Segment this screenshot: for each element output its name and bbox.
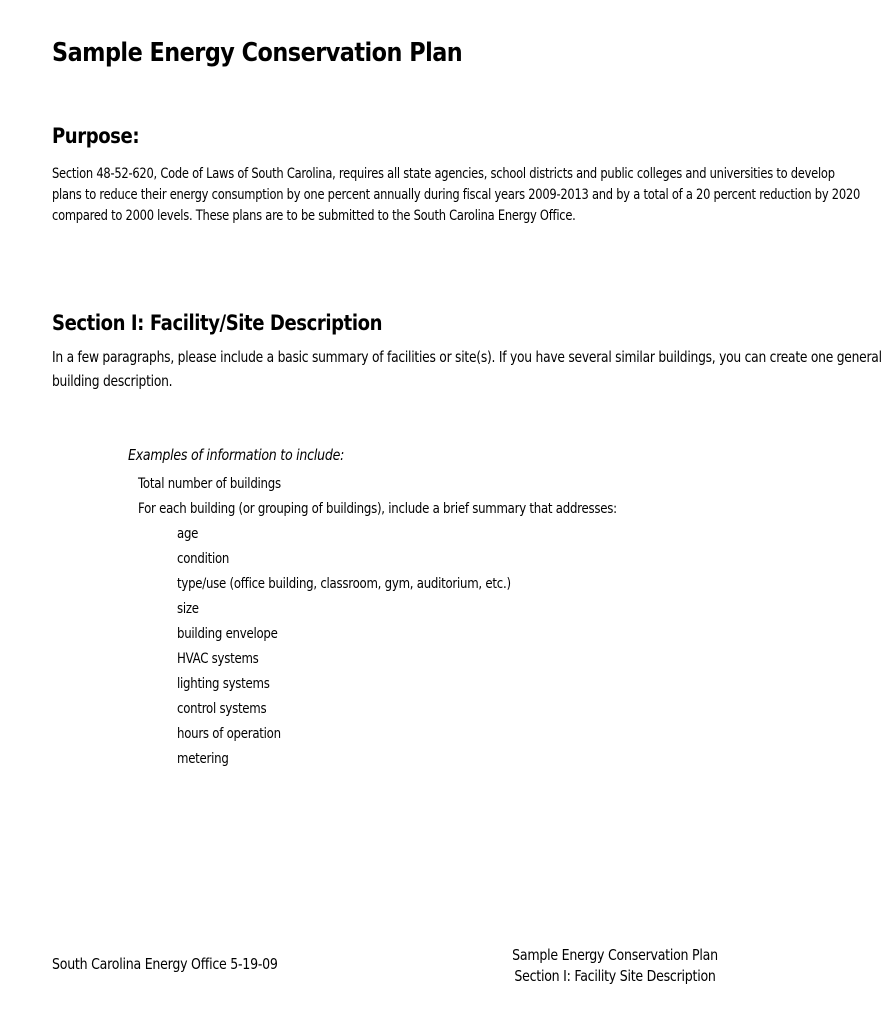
summary-topics-list [177, 522, 511, 772]
section-line: building description. [52, 372, 173, 390]
list-item: control systems [177, 701, 267, 717]
list-item: hours of operation [177, 726, 281, 742]
list-item: type/use (office building, classroom, gym, auditorium, etc.) [177, 576, 511, 592]
examples-list [138, 472, 617, 522]
purpose-line: Section 48-52-620, Code of Laws of South Carolina, requires all state agencies, school districts and public colleges and universities to develop [52, 166, 835, 182]
list-item: HVAC systems [177, 651, 259, 667]
footer-right-line: Sample Energy Conservation Plan [512, 946, 718, 964]
list-item: age [177, 526, 199, 542]
list-item: size [177, 601, 199, 617]
purpose-heading: Purpose: [52, 124, 140, 148]
purpose-line: compared to 2000 levels. These plans are to be submitted to the South Carolina Energy Office. [52, 208, 576, 224]
section-heading: Section I: Facility/Site Description [52, 311, 383, 335]
purpose-line: plans to reduce their energy consumption by one percent annually during fiscal years 2009-2013 and by a total of a 20 percent reduction by 2020 [52, 187, 861, 203]
list-item: Total number of buildings [138, 476, 281, 492]
list-item: For each building (or grouping of buildings), include a brief summary that addresses: [138, 501, 617, 517]
list-item: condition [177, 551, 230, 567]
list-item: building envelope [177, 626, 278, 642]
footer-right-line: Section I: Facility Site Description [514, 967, 716, 985]
page-title: Sample Energy Conservation Plan [52, 38, 463, 68]
list-item: metering [177, 751, 229, 767]
examples-label: Examples of information to include: [128, 446, 345, 464]
section-line: In a few paragraphs, please include a basic summary of facilities or site(s). If you have several similar buildings, you can create one general [52, 348, 882, 366]
footer-left: South Carolina Energy Office 5-19-09 [52, 955, 278, 973]
list-item: lighting systems [177, 676, 270, 692]
purpose-paragraph [52, 164, 861, 227]
section-paragraph [52, 345, 882, 393]
footer-right [512, 945, 718, 987]
